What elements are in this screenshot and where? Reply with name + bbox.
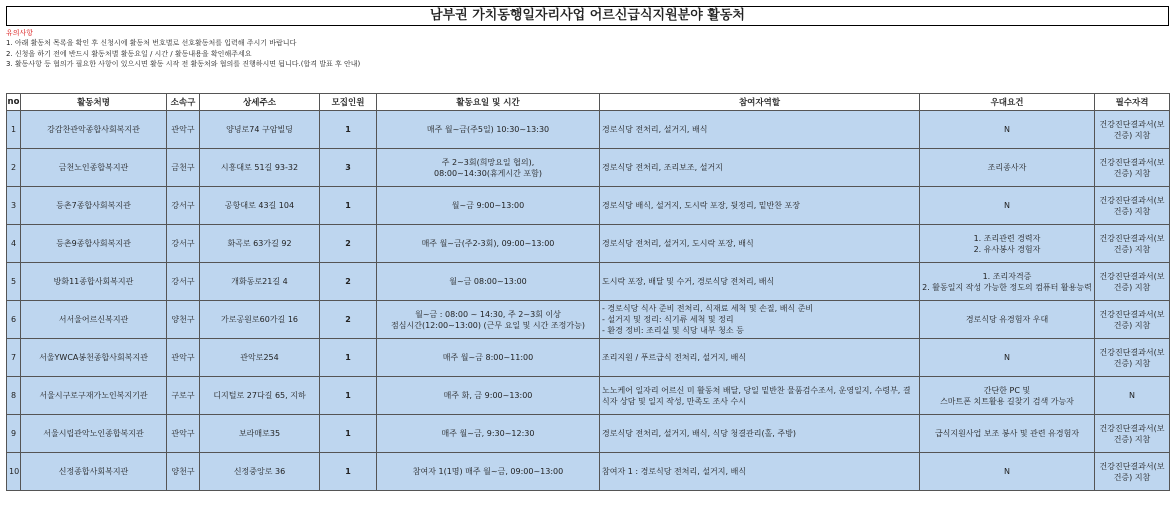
cell-schedule: 참여자 1(1명) 매주 월~금, 09:00~13:00 — [377, 453, 600, 491]
cell-district: 관악구 — [167, 415, 200, 453]
cell-center: 강감찬관악종합사회복지관 — [21, 111, 167, 149]
cell-district: 양천구 — [167, 453, 200, 491]
cell-address: 화곡로 63가길 92 — [200, 225, 320, 263]
col-header-no: no — [7, 94, 21, 111]
activity-table — [6, 93, 1170, 491]
cell-recruits: 1 — [320, 415, 377, 453]
cell-address: 공항대로 43길 104 — [200, 187, 320, 225]
cell-center: 등촌9종합사회복지관 — [21, 225, 167, 263]
cell-recruits: 2 — [320, 301, 377, 339]
cell-recruits: 2 — [320, 225, 377, 263]
cell-schedule: 매주 월~금(주2-3회), 09:00~13:00 — [377, 225, 600, 263]
cell-center: 서울시립관악노인종합복지관 — [21, 415, 167, 453]
col-header-district: 소속구 — [167, 94, 200, 111]
cell-role: - 경로식당 식사 준비 전처리, 식재료 세척 및 손질, 배식 준비 - 설거지 및 정리: 식기류 세척 및 정리 - 환경 정비: 조리실 및 식당 내부 청소 등 — [600, 301, 920, 339]
cell-recruits: 3 — [320, 149, 377, 187]
col-header-address: 상세주소 — [200, 94, 320, 111]
cell-address: 양녕로74 구암빌딩 — [200, 111, 320, 149]
cell-preferred: 1. 조리자격증 2. 활동일지 작성 가능한 정도의 컴퓨터 활용능력 — [920, 263, 1095, 301]
cell-district: 양천구 — [167, 301, 200, 339]
table-row — [7, 453, 1170, 491]
cell-role: 경로식당 전처리, 설거지, 배식, 식당 청결관리(홀, 주방) — [600, 415, 920, 453]
cell-recruits: 2 — [320, 263, 377, 301]
cell-no: 9 — [7, 415, 21, 453]
cell-recruits: 1 — [320, 377, 377, 415]
notes-section — [6, 28, 1166, 70]
cell-district: 관악구 — [167, 111, 200, 149]
cell-district: 강서구 — [167, 187, 200, 225]
cell-role: 노노케어 일자리 어르신 미 활동처 배달, 당일 밑반찬 물품검수조서, 운영일지, 수령부, 결식자 상담 및 일지 작성, 만족도 조사 수시 — [600, 377, 920, 415]
cell-schedule: 월~금 : 08:00 ~ 14:30, 주 2~3회 이상 점심시간(12:00~13:00) (근무 요일 및 시간 조정가능) — [377, 301, 600, 339]
cell-recruits: 1 — [320, 111, 377, 149]
notes-line: 2. 신청을 하기 전에 반드시 활동처별 활동요일 / 시간 / 활동내용을 확인해주세요 — [6, 49, 252, 58]
table-row — [7, 187, 1170, 225]
cell-schedule: 월~금 08:00~13:00 — [377, 263, 600, 301]
cell-district: 강서구 — [167, 263, 200, 301]
cell-center: 방화11종합사회복지관 — [21, 263, 167, 301]
cell-no: 3 — [7, 187, 21, 225]
cell-district: 금천구 — [167, 149, 200, 187]
cell-address: 보라매로35 — [200, 415, 320, 453]
cell-schedule: 주 2~3회(희망요일 협의), 08:00~14:30(휴게시간 포함) — [377, 149, 600, 187]
cell-schedule: 월~금 9:00~13:00 — [377, 187, 600, 225]
cell-role: 경로식당 전처리, 설거지, 도시락 포장, 배식 — [600, 225, 920, 263]
cell-address: 관악로254 — [200, 339, 320, 377]
cell-no: 5 — [7, 263, 21, 301]
cell-address: 디지털로 27다길 65, 지하 — [200, 377, 320, 415]
cell-no: 7 — [7, 339, 21, 377]
cell-district: 관악구 — [167, 339, 200, 377]
header-row — [7, 94, 1170, 111]
table-row — [7, 263, 1170, 301]
cell-district: 강서구 — [167, 225, 200, 263]
cell-no: 4 — [7, 225, 21, 263]
col-header-center: 활동처명 — [21, 94, 167, 111]
cell-no: 6 — [7, 301, 21, 339]
notes-heading: 유의사항 — [6, 29, 34, 37]
col-header-required: 필수자격 — [1095, 94, 1170, 111]
cell-center: 등촌7종합사회복지관 — [21, 187, 167, 225]
cell-schedule: 매주 월~금, 9:30~12:30 — [377, 415, 600, 453]
cell-address: 개화동로21길 4 — [200, 263, 320, 301]
col-header-recruits: 모집인원 — [320, 94, 377, 111]
sheet-title: 남부권 가치동행일자리사업 어르신급식지원분야 활동처 — [6, 6, 1169, 26]
cell-role: 참여자 1 : 경로식당 전처리, 설거지, 배식 — [600, 453, 920, 491]
cell-no: 8 — [7, 377, 21, 415]
cell-preferred: 1. 조리관련 경력자 2. 유사봉사 경험자 — [920, 225, 1095, 263]
cell-role: 경로식당 전처리, 설거지, 배식 — [600, 111, 920, 149]
cell-schedule: 매주 화, 금 9:00~13:00 — [377, 377, 600, 415]
table-row — [7, 377, 1170, 415]
cell-no: 2 — [7, 149, 21, 187]
cell-schedule: 매주 월~금(주5일) 10:30~13:30 — [377, 111, 600, 149]
cell-required: 건강진단결과서(보건증) 지참 — [1095, 301, 1170, 339]
cell-address: 시흥대로 51길 93-32 — [200, 149, 320, 187]
cell-address: 가로공원로60가길 16 — [200, 301, 320, 339]
cell-no: 10 — [7, 453, 21, 491]
cell-required: 건강진단결과서(보건증) 지참 — [1095, 149, 1170, 187]
cell-required: 건강진단결과서(보건증) 지참 — [1095, 453, 1170, 491]
col-header-schedule: 활동요일 및 시간 — [377, 94, 600, 111]
table-row — [7, 149, 1170, 187]
table-row — [7, 415, 1170, 453]
cell-preferred: N — [920, 111, 1095, 149]
notes-line: 1. 아래 활동처 목록을 확인 후 신청시에 활동처 번호별로 선호활동처를 입력해 주시기 바랍니다 — [6, 39, 297, 48]
col-header-preferred: 우대요건 — [920, 94, 1095, 111]
cell-required: 건강진단결과서(보건증) 지참 — [1095, 187, 1170, 225]
cell-role: 경로식당 전처리, 조리보조, 설거지 — [600, 149, 920, 187]
table-row — [7, 339, 1170, 377]
cell-required: 건강진단결과서(보건증) 지참 — [1095, 415, 1170, 453]
cell-role: 도시락 포장, 배달 및 수거, 경로식당 전처리, 배식 — [600, 263, 920, 301]
cell-schedule: 매주 월~금 8:00~11:00 — [377, 339, 600, 377]
cell-center: 금천노인종합복지관 — [21, 149, 167, 187]
cell-preferred: 조리종사자 — [920, 149, 1095, 187]
cell-required: 건강진단결과서(보건증) 지참 — [1095, 339, 1170, 377]
cell-center: 서울시구로구재가노인복지기관 — [21, 377, 167, 415]
cell-role: 경로식당 배식, 설거지, 도시락 포장, 뒷정리, 밑반찬 포장 — [600, 187, 920, 225]
cell-preferred: N — [920, 339, 1095, 377]
cell-preferred: 급식지원사업 보조 봉사 및 관련 유경험자 — [920, 415, 1095, 453]
cell-required: N — [1095, 377, 1170, 415]
cell-recruits: 1 — [320, 187, 377, 225]
cell-recruits: 1 — [320, 453, 377, 491]
cell-center: 서울YWCA봉천종합사회복지관 — [21, 339, 167, 377]
table-row — [7, 111, 1170, 149]
cell-no: 1 — [7, 111, 21, 149]
cell-center: 신정종합사회복지관 — [21, 453, 167, 491]
cell-required: 건강진단결과서(보건증) 지참 — [1095, 263, 1170, 301]
cell-preferred: N — [920, 187, 1095, 225]
col-header-role: 참여자역할 — [600, 94, 920, 111]
cell-district: 구로구 — [167, 377, 200, 415]
cell-center: 서서울어르신복지관 — [21, 301, 167, 339]
cell-role: 조리지원 / 푸르급식 전처리, 설거지, 배식 — [600, 339, 920, 377]
cell-preferred: 경로식당 유경험자 우대 — [920, 301, 1095, 339]
cell-preferred: 간단한 PC 및 스마트폰 치트활용 길찾기 검색 가능자 — [920, 377, 1095, 415]
cell-address: 신정중앙로 36 — [200, 453, 320, 491]
table-row — [7, 225, 1170, 263]
cell-required: 건강진단결과서(보건증) 지참 — [1095, 111, 1170, 149]
cell-preferred: N — [920, 453, 1095, 491]
cell-recruits: 1 — [320, 339, 377, 377]
notes-line: 3. 활동사항 등 협의가 필요한 사항이 있으시면 활동 시작 전 활동처와 협의를 진행하시면 됩니다.(합격 발표 후 안내) — [6, 60, 361, 69]
cell-required: 건강진단결과서(보건증) 지참 — [1095, 225, 1170, 263]
table-row — [7, 301, 1170, 339]
